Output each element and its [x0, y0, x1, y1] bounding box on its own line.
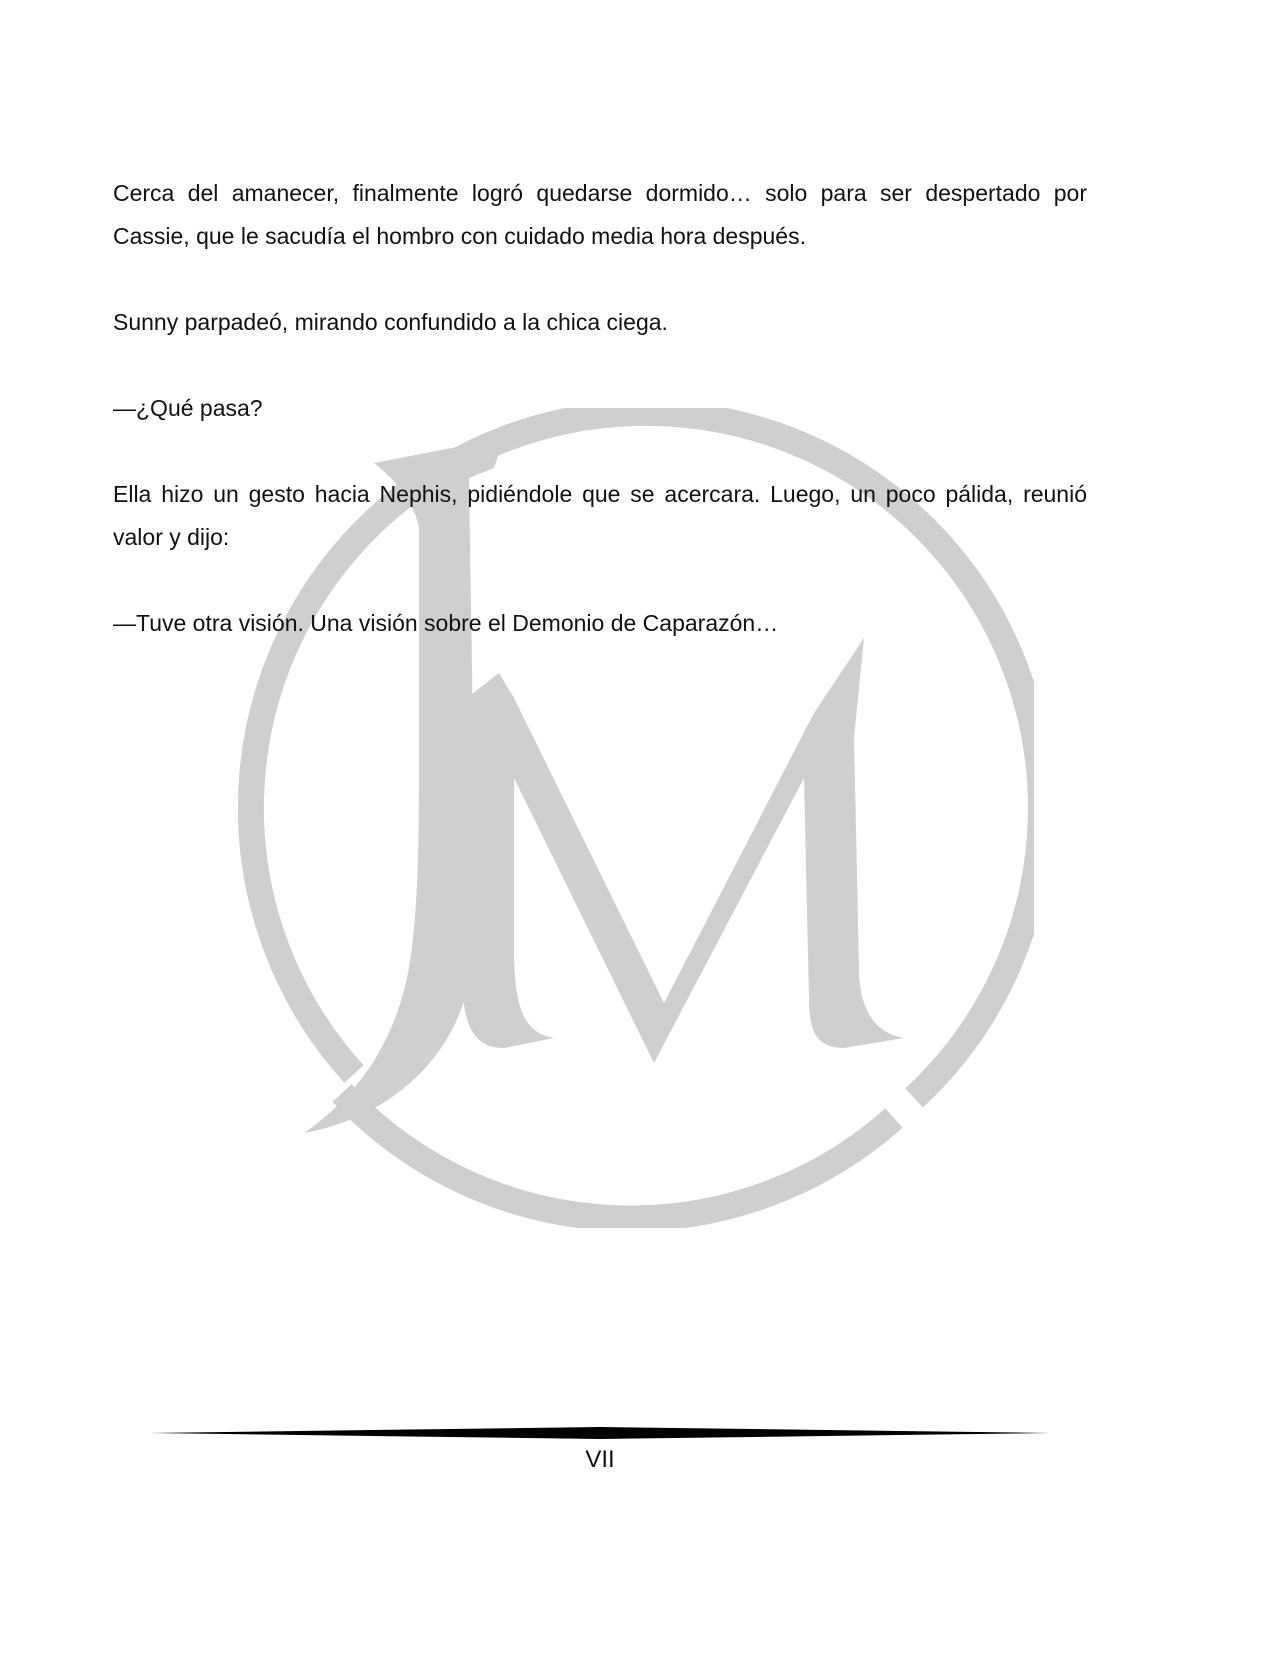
paragraph-3: —¿Qué pasa?	[113, 395, 263, 421]
paragraph-1: Cerca del amanecer, finalmente logró quedarse dormido… solo para ser despertado por Cassie, que le sacudía el hombro con cuidado media hora después.	[113, 180, 1087, 249]
footer-divider	[150, 1426, 1050, 1440]
paragraph-5: —Tuve otra visión. Una visión sobre el Demonio de Caparazón…	[113, 610, 779, 636]
paragraph-4: Ella hizo un gesto hacia Nephis, pidiéndole que se acercara. Luego, un poco pálida, reunió valor y dijo:	[113, 481, 1087, 550]
paragraph-2: Sunny parpadeó, mirando confundido a la chica ciega.	[113, 309, 668, 335]
body-text	[113, 172, 1087, 688]
watermark-ring-bottom	[342, 1093, 894, 1218]
page-number: VII	[585, 1446, 615, 1473]
watermark-letter-m	[454, 638, 904, 1063]
